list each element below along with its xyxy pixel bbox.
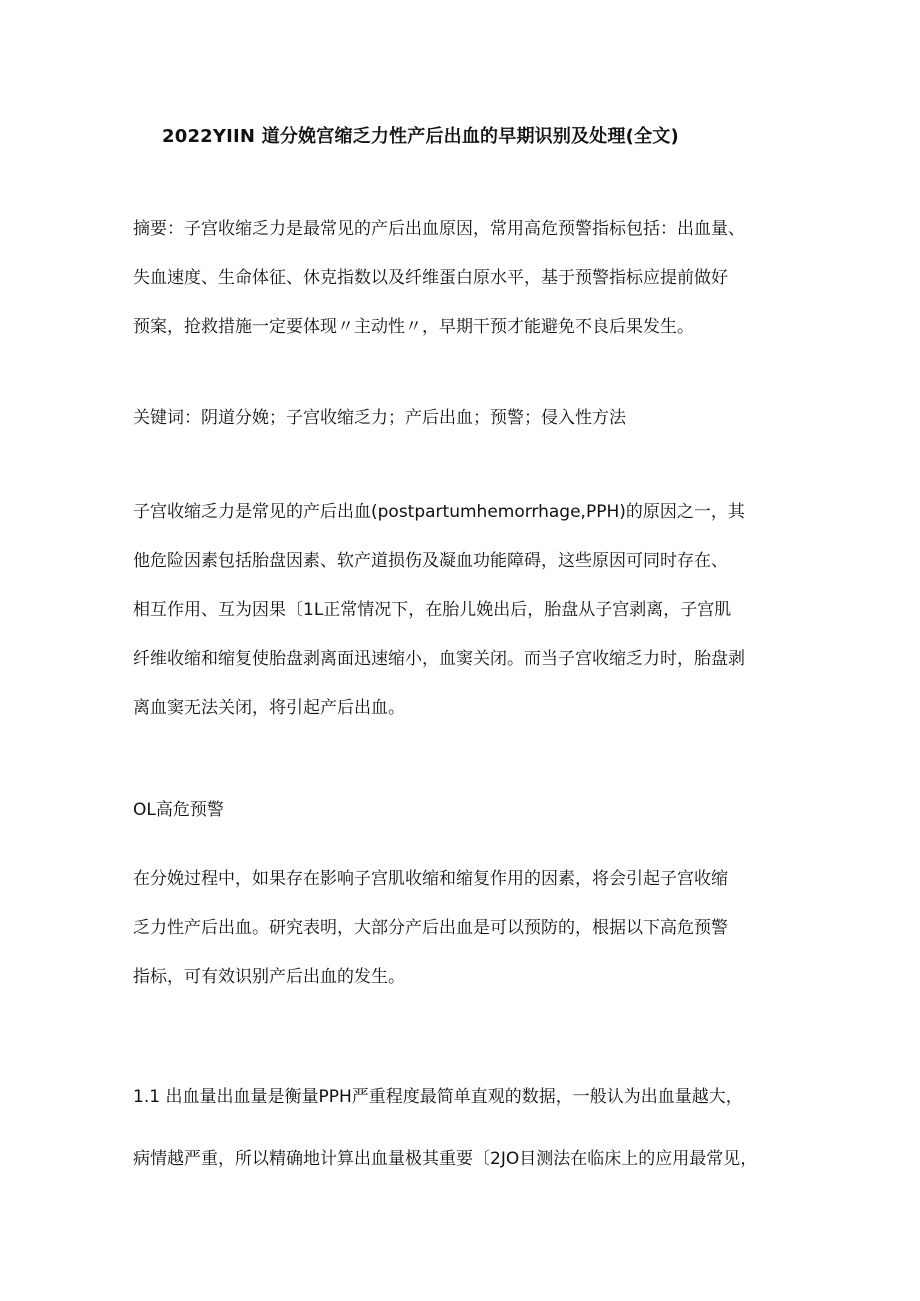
abstract-line: 预案，抢救措施一定要体现〃主动性〃，早期干预才能避免不良后果发生。: [133, 317, 694, 337]
section-1-line: 乏力性产后出血。研究表明，大部分产后出血是可以预防的，根据以下高危预警: [133, 918, 728, 938]
abstract-paragraph: [133, 205, 813, 352]
intro-line: 纤维收缩和缩复使胎盘剥离面迅速缩小，血窦关闭。而当子宫收缩乏力时，胎盘剥: [133, 649, 745, 669]
section-heading: OL高危预警: [133, 800, 224, 820]
section-1-line: 指标，可有效识别产后出血的发生。: [133, 967, 405, 987]
intro-line: 相互作用、互为因果〔1L正常情况下，在胎儿娩出后，胎盘从子宫剥离，子宫肌: [133, 600, 732, 620]
keywords-line: 关键词：阴道分娩；子宫收缩乏力；产后出血；预警；侵入性方法: [133, 408, 626, 428]
abstract-line: 摘要：子宫收缩乏力是最常见的产后出血原因，常用高危预警指标包括：出血量、: [133, 219, 745, 239]
section-1-1-line: 1.1 出血量出血量是衡量PPH严重程度最简单直观的数据，一般认为出血量越大，: [133, 1087, 743, 1107]
section-1-1-line: 病情越严重，所以精确地计算出血量极其重要〔2JO目测法在临床上的应用最常见，: [133, 1149, 758, 1169]
document-title: 2022YIIN 道分娩宫缩乏力性产后出血的早期识别及处理(全文): [162, 126, 679, 147]
intro-line: 离血窦无法关闭，将引起产后出血。: [133, 698, 405, 718]
intro-paragraph: [133, 488, 813, 733]
abstract-line: 失血速度、生命体征、休克指数以及纤维蛋白原水平，基于预警指标应提前做好: [133, 268, 728, 288]
section-1-line: 在分娩过程中，如果存在影响子宫肌收缩和缩复作用的因素，将会引起子宫收缩: [133, 869, 728, 889]
intro-line: 子宫收缩乏力是常见的产后出血(postpartumhemorrhage,PPH)的原因之一，其: [133, 502, 745, 522]
intro-line: 他危险因素包括胎盘因素、软产道损伤及凝血功能障碍，这些原因可同时存在、: [133, 551, 728, 571]
section-1-1-paragraph: [133, 1066, 813, 1190]
section-1-paragraph: [133, 855, 813, 1002]
